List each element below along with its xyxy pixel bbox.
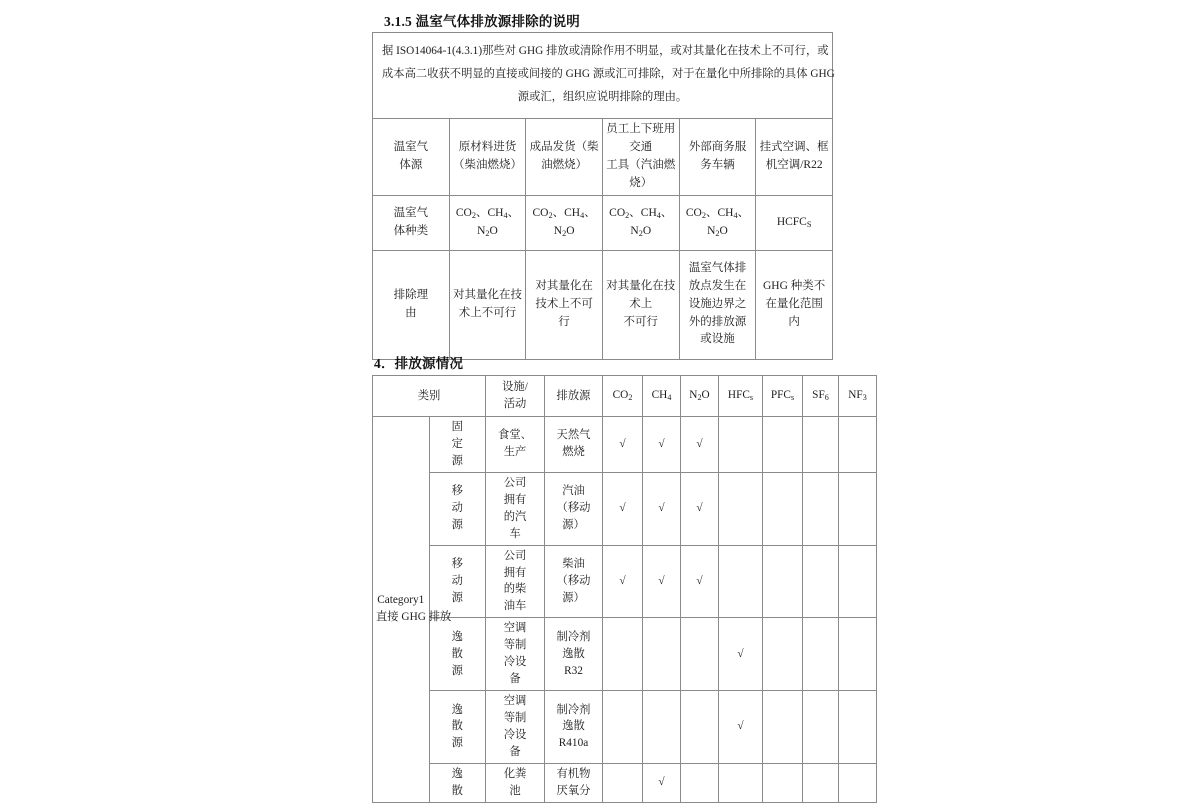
check-ch4: √ xyxy=(643,417,681,473)
gas-type-cell-2: $CO_2$、$CH_4$、 $N_2O$ xyxy=(526,195,603,250)
row-source: 天然气 燃烧 xyxy=(545,417,603,473)
check-pfcs xyxy=(763,691,803,764)
table-row xyxy=(373,417,877,473)
row-source: 有机物 厌氧分 xyxy=(545,763,603,802)
row-source: 制冷剂 逸散 R410a xyxy=(545,691,603,764)
check-sf6 xyxy=(803,545,839,618)
check-co2 xyxy=(603,763,643,802)
check-hfcs xyxy=(719,763,763,802)
row-label-source-line2: 体源 xyxy=(399,159,423,172)
section-4-heading: 4．排放源情况 xyxy=(374,356,464,371)
row-subtype: 移 动 源 xyxy=(429,472,486,545)
check-pfcs xyxy=(763,417,803,473)
intro-line-2: 成本高二收获不明显的直接或间接的 GHG 源或汇可排除，对于在量化中所排除的具体 GHG xyxy=(382,68,835,81)
check-ch4: √ xyxy=(643,763,681,802)
category-label-line2: 直接 GHG 排放 xyxy=(376,611,452,624)
header-gas-ch4: $CH_4$ xyxy=(643,376,681,417)
header-gas-sf6: $SF_6$ xyxy=(803,376,839,417)
row-subtype: 逸 散 源 xyxy=(429,618,486,691)
check-sf6 xyxy=(803,763,839,802)
check-sf6 xyxy=(803,417,839,473)
check-co2 xyxy=(603,618,643,691)
check-n2o: √ xyxy=(681,545,719,618)
reason-cell-4: 温室气体排 放点发生在 设施边界之 外的排放源 或设施 xyxy=(679,250,756,359)
check-n2o: √ xyxy=(681,417,719,473)
check-hfcs xyxy=(719,417,763,473)
intro-line-3: 源或汇，组织应说明排除的理由。 xyxy=(517,91,688,104)
row-facility: 空调 等制 冷设 备 xyxy=(486,691,545,764)
check-hfcs xyxy=(719,545,763,618)
check-co2: √ xyxy=(603,545,643,618)
row-source: 制冷剂 逸散 R32 xyxy=(545,618,603,691)
check-pfcs xyxy=(763,545,803,618)
table-row xyxy=(373,618,877,691)
check-co2: √ xyxy=(603,417,643,473)
check-pfcs xyxy=(763,472,803,545)
table-row xyxy=(373,691,877,764)
row-label-gas-type: 温室气 体种类 xyxy=(373,195,450,250)
check-ch4 xyxy=(643,691,681,764)
check-nf3 xyxy=(839,472,877,545)
table-header-row xyxy=(373,376,877,417)
header-gas-n2o: $N_2O$ xyxy=(681,376,719,417)
check-ch4: √ xyxy=(643,472,681,545)
check-co2 xyxy=(603,691,643,764)
header-gas-co2: $CO_2$ xyxy=(603,376,643,417)
check-nf3 xyxy=(839,417,877,473)
check-n2o xyxy=(681,763,719,802)
row-facility: 公司 拥有 的柴 油车 xyxy=(486,545,545,618)
intro-line-1: 据 ISO14064-1(4.3.1)那些对 GHG 排放或清除作用不明显，或对其量化在技术上不可行，或 xyxy=(382,45,829,57)
gas-type-cell-1: $CO_2$、$CH_4$、 $N_2O$ xyxy=(449,195,526,250)
gas-type-cell-4: $CO_2$、$CH_4$、 $N_2O$ xyxy=(679,195,756,250)
source-cell-5: 挂式空调、框 机空调/R22 xyxy=(756,119,833,195)
row-source: 汽油 （移动 源） xyxy=(545,472,603,545)
check-nf3 xyxy=(839,763,877,802)
table-row xyxy=(373,763,877,802)
header-gas-nf3: $NF_3$ xyxy=(839,376,877,417)
source-cell-2: 成品发货（柴 油燃烧） xyxy=(526,119,603,195)
source-cell-1: 原材料进货 （柴油燃烧） xyxy=(449,119,526,195)
reason-cell-5: GHG 种类不 在量化范围 内 xyxy=(756,250,833,359)
check-hfcs: √ xyxy=(719,691,763,764)
header-facility-activity: 设施/ 活动 xyxy=(486,376,545,417)
gas-type-cell-3: $CO_2$、$CH_4$、$N_2O$ xyxy=(602,195,679,250)
row-facility: 空调 等制 冷设 备 xyxy=(486,618,545,691)
row-subtype: 固 定 源 xyxy=(429,417,486,473)
category-1-label xyxy=(373,417,452,803)
check-ch4: √ xyxy=(643,545,681,618)
check-ch4 xyxy=(643,618,681,691)
check-nf3 xyxy=(839,618,877,691)
header-category: 类别 xyxy=(373,376,486,417)
check-hfcs xyxy=(719,472,763,545)
check-sf6 xyxy=(803,691,839,764)
header-gas-hfcs: $HFC_s$ xyxy=(719,376,763,417)
category-label-line1: Category1 xyxy=(377,594,425,607)
source-cell-4: 外部商务服 务车辆 xyxy=(679,119,756,195)
section-3-1-5-heading: 3.1.5 温室气体排放源排除的说明 xyxy=(384,14,580,29)
reason-cell-2: 对其量化在 技术上不可 行 xyxy=(526,250,603,359)
check-nf3 xyxy=(839,545,877,618)
row-label-reason: 排除理 由 xyxy=(373,250,450,359)
header-gas-pfcs: $PFC_s$ xyxy=(763,376,803,417)
reason-cell-3: 对其量化在技术上 不可行 xyxy=(602,250,679,359)
check-nf3 xyxy=(839,691,877,764)
row-label-source-line1: 温室气 xyxy=(393,141,429,154)
gas-type-cell-5: $HCFC_S$ xyxy=(756,195,833,250)
source-cell-3: 员工上下班用交通 工具（汽油燃烧） xyxy=(602,119,679,195)
row-subtype: 逸 散 源 xyxy=(429,691,486,764)
check-sf6 xyxy=(803,618,839,691)
check-n2o xyxy=(681,618,719,691)
check-co2: √ xyxy=(603,472,643,545)
emission-source-table xyxy=(372,375,877,803)
row-facility: 公司 拥有 的汽 车 xyxy=(486,472,545,545)
row-facility: 食堂、 生产 xyxy=(486,417,545,473)
header-emission-source: 排放源 xyxy=(545,376,603,417)
row-facility: 化粪 池 xyxy=(486,763,545,802)
reason-cell-1: 对其量化在技 术上不可行 xyxy=(449,250,526,359)
table-row xyxy=(373,472,877,545)
check-pfcs xyxy=(763,763,803,802)
row-subtype: 逸 散 xyxy=(429,763,486,802)
check-n2o xyxy=(681,691,719,764)
check-pfcs xyxy=(763,618,803,691)
check-n2o: √ xyxy=(681,472,719,545)
row-subtype: 移 动 源 xyxy=(429,545,486,618)
check-hfcs: √ xyxy=(719,618,763,691)
row-source: 柴油 （移动 源） xyxy=(545,545,603,618)
table-row xyxy=(373,545,877,618)
check-sf6 xyxy=(803,472,839,545)
